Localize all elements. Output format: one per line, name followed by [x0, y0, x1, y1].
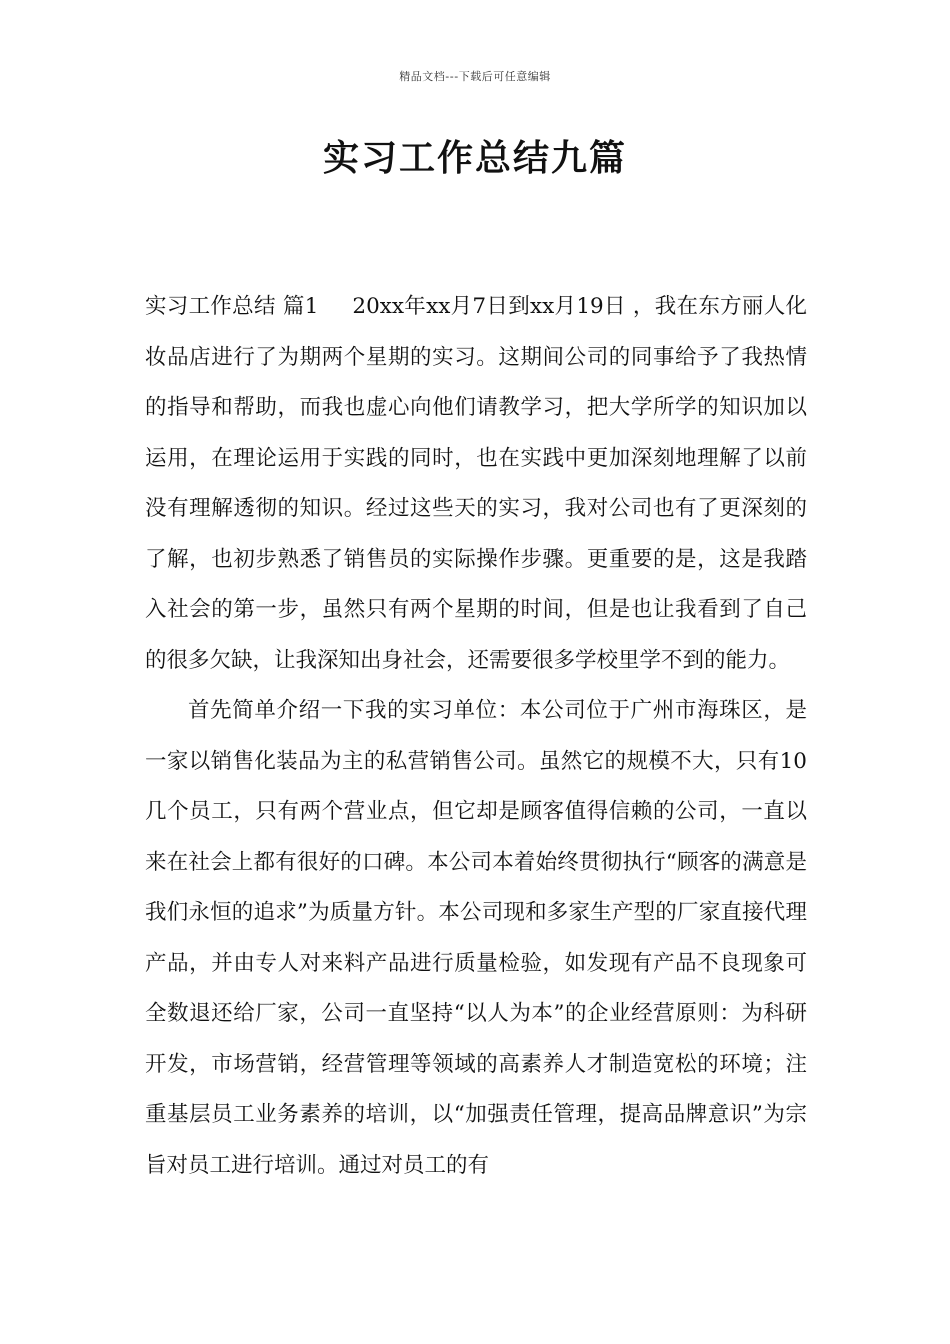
header-note: 精品文档---下载后可任意编辑 [399, 70, 551, 83]
document-title: 实习工作总结九篇 [322, 138, 627, 179]
section-label: 实习工作总结 篇1 [145, 294, 319, 319]
paragraph-2: 首先简单介绍一下我的实习单位：本公司位于广州市海珠区，是一家以销售化装品为主的私营销售公司。虽然它的规模不大，只有10几个员工，只有两个营业点，但它却是顾客值得信赖的公司，一直以来在社会上都有很好的口碑。本公司本着始终贯彻执行“顾客的满意是我们永恒的追求”为质量方针。本公司现和多家生产型的厂家直接代理产品，并由专人对来料产品进行质量检验，如发现有产品不良现象可全数退还给厂家，公司一直坚持“以人为本”的企业经营原则：为科研开发，市场营销，经营管理等领域的高素养人才制造宽松的环境；注重基层员工业务素养的培训，以“加强责任管理，提高品牌意识”为宗旨对员工进行培训。通过对员工的有 [145, 698, 807, 1178]
document-body [145, 282, 807, 1191]
paragraph-1-text: 20xx年xx月7日到xx月19日 ，我在东方丽人化妆品店进行了为期两个星期的实习。这期间公司的同事给予了我热情的指导和帮助，而我也虚心向他们请教学习，把大学所学的知识加以运用，在理论运用于实践的同时，也在实践中更加深刻地理解了以前没有理解透彻的知识。经过这些天的实习，我对公司也有了更深刻的了解，也初步熟悉了销售员的实际操作步骤。更重要的是，这是我踏入社会的第一步，虽然只有两个星期的时间，但是也让我看到了自己的很多欠缺，让我深知出身社会，还需要很多学校里学不到的能力。 [145, 294, 808, 673]
paragraph-1 [145, 282, 807, 686]
